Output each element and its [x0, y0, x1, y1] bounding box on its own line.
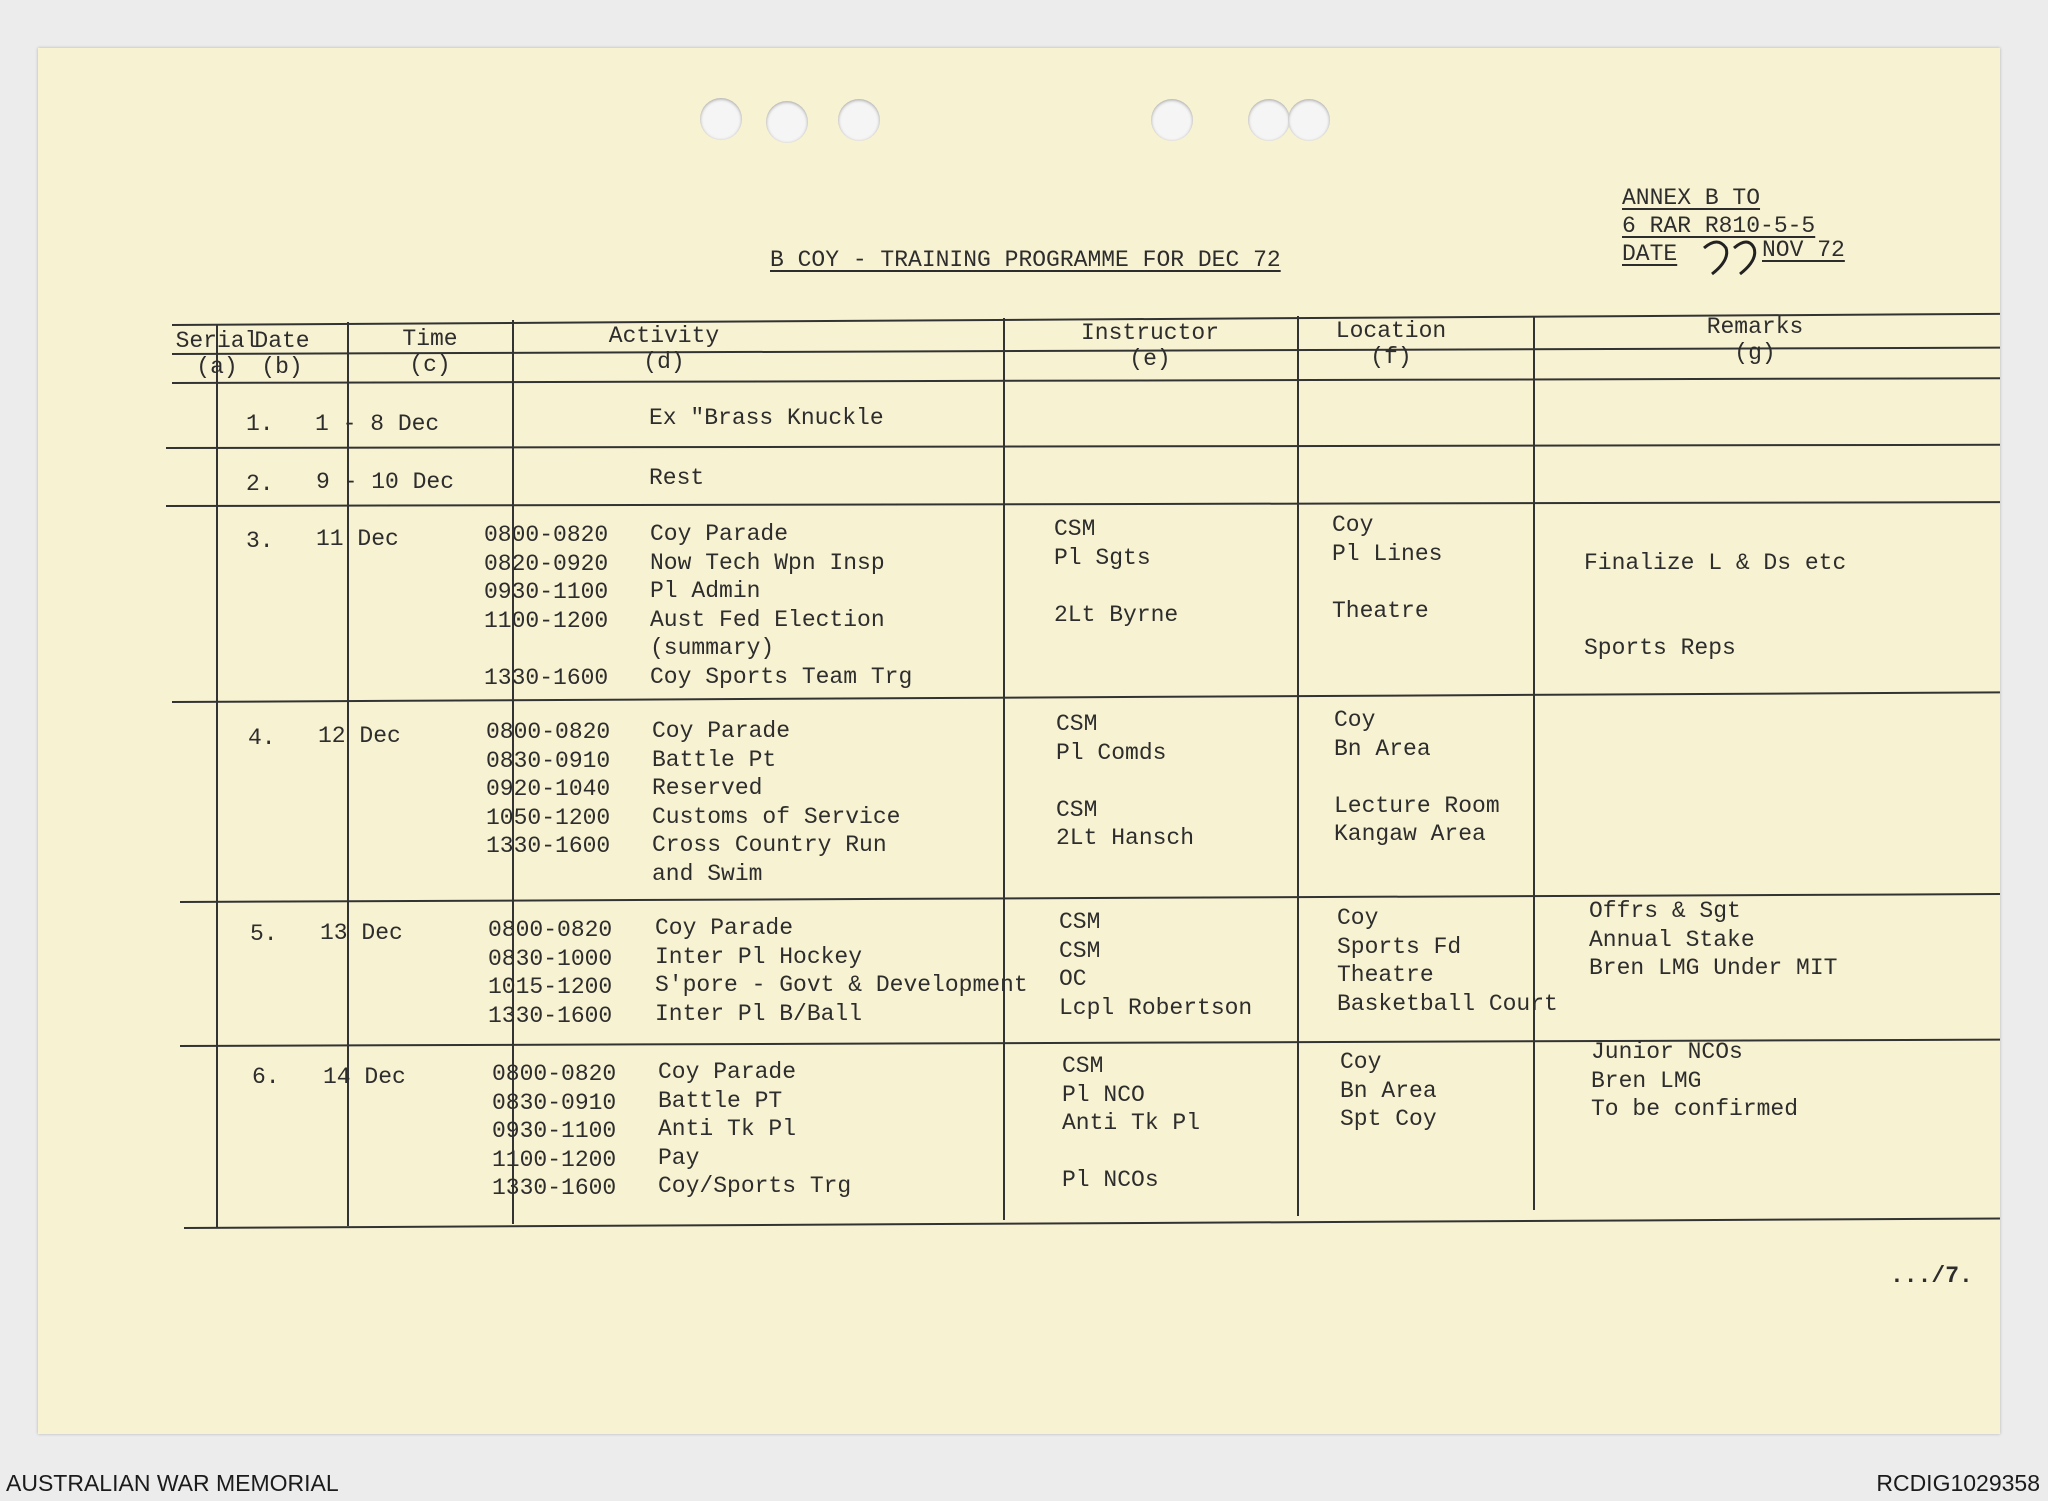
row-1-activity: Ex "Brass Knuckle [649, 405, 884, 431]
row-1-serial: 1. [246, 411, 274, 437]
row-2-date: 9 - 10 Dec [316, 469, 455, 495]
row-6-instructor: CSM Pl NCO Anti Tk Pl Pl NCOs [1062, 1053, 1201, 1193]
punch-hole [1151, 99, 1193, 141]
col-header-remarks: Remarks [1706, 314, 1804, 340]
row-4-location: Coy Bn Area Lecture Room Kangaw Area [1334, 707, 1500, 847]
row-6-date: 14 Dec [323, 1064, 406, 1090]
row-5-serial: 5. [250, 921, 278, 947]
col-code-serial: (a) [196, 354, 238, 380]
row-4-date: 12 Dec [318, 723, 401, 749]
table-column-rule [216, 324, 218, 1228]
col-code-activity: (d) [643, 349, 685, 375]
table-rule [166, 444, 2000, 449]
row-3-instructor: CSM Pl Sgts 2Lt Byrne [1054, 516, 1179, 628]
table-column-rule [1297, 316, 1299, 1216]
col-header-time: Time [402, 326, 458, 352]
footer-id: RCDIG1029358 [1876, 1470, 2040, 1496]
document-title: B COY - TRAINING PROGRAMME FOR DEC 72 [770, 247, 1281, 273]
row-3-remarks: Finalize L & Ds etc Sports Reps [1584, 549, 1847, 661]
row-3-time: 0800-0820 0820-0920 0930-1100 1100-1200 1330-1600 [484, 522, 609, 691]
row-2-serial: 2. [246, 471, 274, 497]
row-3-serial: 3. [246, 528, 274, 554]
row-2-activity: Rest [649, 465, 705, 491]
punch-hole [700, 98, 742, 140]
row-3-activity: Coy Parade Now Tech Wpn Insp Pl Admin Aust Fed Election (summary) Coy Sports Team Trg [650, 521, 913, 690]
annex-line-1: ANNEX B TO [1622, 185, 1761, 211]
annex-date-value: NOV 72 [1762, 237, 1845, 263]
row-4-serial: 4. [248, 725, 276, 751]
punch-hole [1288, 99, 1330, 141]
annex-line-2: 6 RAR R810-5-5 [1622, 213, 1816, 239]
col-header-date: Date [254, 328, 310, 354]
annex-date-label: DATE [1622, 241, 1678, 267]
row-6-time: 0800-0820 0830-0910 0930-1100 1100-1200 1330-1600 [492, 1061, 617, 1201]
col-code-remarks: (g) [1734, 340, 1776, 366]
punch-hole [838, 99, 880, 141]
row-3-location: Coy Pl Lines Theatre [1332, 512, 1443, 624]
row-6-activity: Coy Parade Battle PT Anti Tk Pl Pay Coy/Sports Trg [658, 1059, 852, 1199]
col-header-serial: Serial [175, 328, 259, 354]
col-code-date: (b) [261, 354, 303, 380]
row-6-serial: 6. [252, 1064, 280, 1090]
row-3-date: 11 Dec [316, 526, 399, 552]
table-column-rule [1003, 318, 1005, 1220]
page-continuation-marker: .../7. [1890, 1263, 1973, 1289]
row-4-activity: Coy Parade Battle Pt Reserved Customs of Service Cross Country Run and Swim [652, 718, 901, 887]
row-5-location: Coy Sports Fd Theatre Basketball Court [1337, 905, 1558, 1017]
table-column-rule [1533, 316, 1535, 1210]
row-5-instructor: CSM CSM OC Lcpl Robertson [1059, 909, 1253, 1021]
row-1-date: 1 - 8 Dec [315, 411, 440, 437]
punch-hole [766, 101, 808, 143]
col-code-time: (c) [409, 352, 451, 378]
col-header-location: Location [1335, 318, 1447, 344]
table-rule [172, 691, 2000, 703]
table-rule [172, 377, 2000, 384]
col-header-instructor: Instructor [1080, 320, 1220, 346]
table-rule [184, 1217, 2000, 1229]
row-5-date: 13 Dec [320, 920, 403, 946]
col-header-activity: Activity [608, 323, 720, 349]
row-6-remarks: Junior NCOs Bren LMG To be confirmed [1591, 1039, 1799, 1122]
footer-source: AUSTRALIAN WAR MEMORIAL [6, 1470, 339, 1496]
col-code-location: (f) [1370, 344, 1412, 370]
row-4-time: 0800-0820 0830-0910 0920-1040 1050-1200 1330-1600 [486, 719, 611, 859]
row-6-location: Coy Bn Area Spt Coy [1340, 1049, 1437, 1132]
table-rule [166, 501, 2000, 507]
col-code-instructor: (e) [1129, 346, 1171, 372]
row-5-remarks: Offrs & Sgt Annual Stake Bren LMG Under MIT [1589, 898, 1838, 981]
document-page [38, 48, 2000, 1434]
punch-hole [1248, 99, 1290, 141]
row-5-activity: Coy Parade Inter Pl Hockey S'pore - Govt & Development Inter Pl B/Ball [655, 915, 1028, 1027]
row-4-instructor: CSM Pl Comds CSM 2Lt Hansch [1056, 711, 1195, 851]
row-5-time: 0800-0820 0830-1000 1015-1200 1330-1600 [488, 917, 613, 1029]
